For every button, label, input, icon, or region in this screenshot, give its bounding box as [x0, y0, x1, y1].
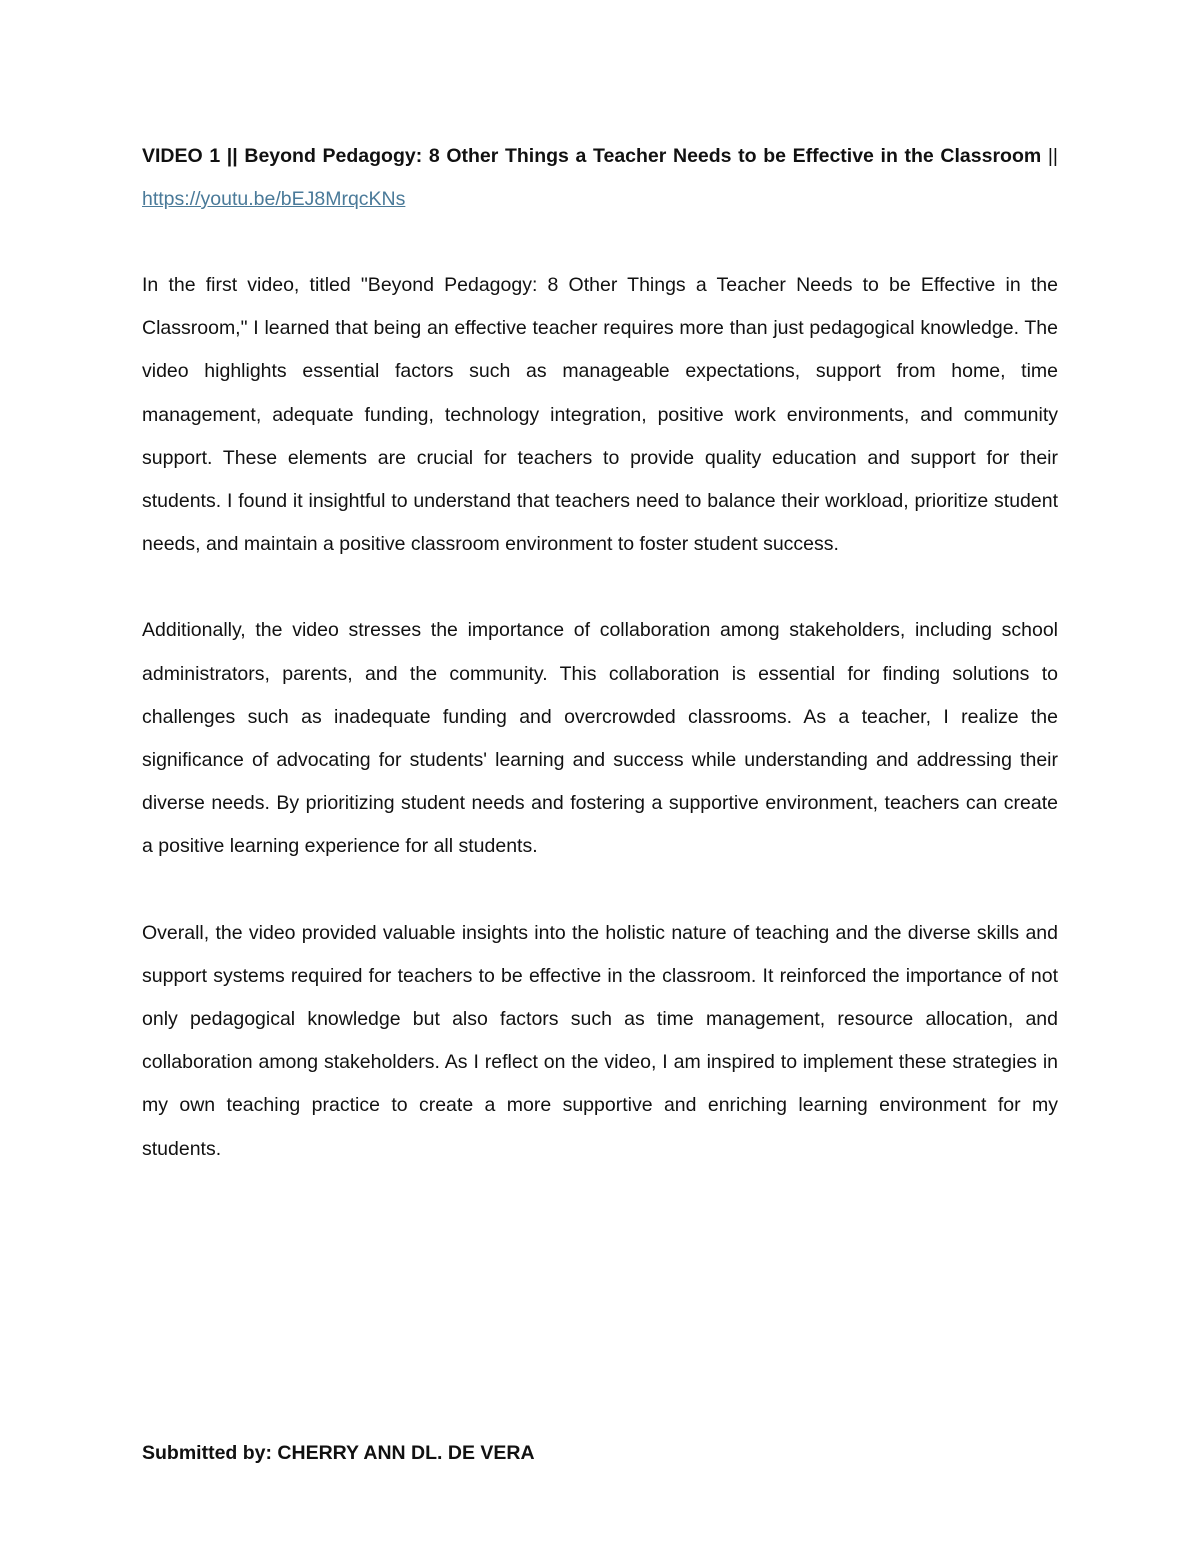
paragraph-1: In the first video, titled "Beyond Pedagogy: 8 Other Things a Teacher Needs to be Effective in the Classroom," I learned that being an effective teacher requires more than just pedagogical knowledge. The video highlights essential factors such as manageable expectations, support from home, time management, adequate funding, technology integration, positive work environments, and community support. These elements are crucial for teachers to provide quality education and support for their students. I found it insightful to understand that teachers need to balance their workload, prioritize student needs, and maintain a positive classroom environment to foster student success.	[142, 274, 1058, 556]
paragraph-2: Additionally, the video stresses the importance of collaboration among stakeholders, including school administrators, parents, and the community. This collaboration is essential for finding solutions to challenges such as inadequate funding and overcrowded classrooms. As a teacher, I realize the significance of advocating for students' learning and success while understanding and addressing their diverse needs. By prioritizing student needs and fostering a supportive environment, teachers can create a positive learning experience for all students.	[142, 619, 1058, 858]
title-separator: ||	[1041, 145, 1058, 167]
paragraph-3: Overall, the video provided valuable insights into the holistic nature of teaching and the diverse skills and support systems required for teachers to be effective in the classroom. It reinforced the importance of not only pedagogical knowledge but also factors such as time management, resource allocation, and collaboration among stakeholders. As I reflect on the video, I am inspired to implement these strategies in my own teaching practice to create a more supportive and enriching learning environment for my students.	[142, 921, 1058, 1160]
document-body	[142, 135, 1058, 1171]
document-heading	[142, 135, 1058, 221]
video-title: VIDEO 1 || Beyond Pedagogy: 8 Other Things a Teacher Needs to be Effective in the Classroom	[142, 145, 1042, 167]
submitted-by: Submitted by: CHERRY ANN DL. DE VERA	[142, 1442, 535, 1464]
video-link[interactable]: https://youtu.be/bEJ8MrqcKNs	[142, 188, 406, 210]
